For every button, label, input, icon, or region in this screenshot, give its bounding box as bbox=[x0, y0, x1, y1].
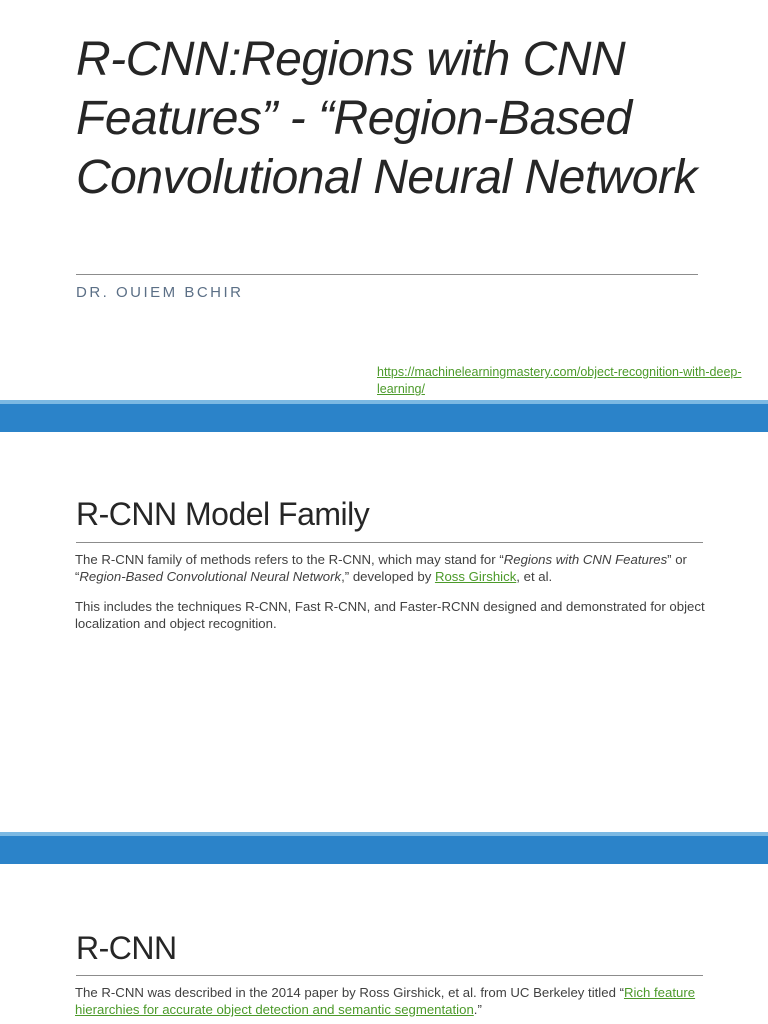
paragraph-family-intro: The R-CNN family of methods refers to the R-CNN, which may stand for “Regions with CNN Features” or “Region-Based Convolutional Neural Network,” developed by Ross Girshick, et al. bbox=[75, 552, 687, 584]
paper-title-link[interactable]: Rich feature hierarchies for accurate object detection and semantic segmentation bbox=[75, 985, 696, 1017]
model-family-slide bbox=[0, 432, 768, 832]
presentation-title: R-CNN:Regions with CNN Features” - “Region-Based Convolutional Neural Network bbox=[76, 33, 697, 204]
paragraph-techniques: This includes the techniques R-CNN, Fast R-CNN, and Faster-RCNN designed and demonstrated for object localization and object recognition. bbox=[75, 599, 705, 631]
slide-title: R-CNN bbox=[76, 930, 177, 966]
rcnn-slide bbox=[0, 864, 768, 1024]
title-divider bbox=[76, 274, 698, 275]
paragraph-rcnn-paper: The R-CNN was described in the 2014 paper by Ross Girshick, et al. from UC Berkeley titled “Rich feature hierarchies for accurate object detection and semantic segmentation.” bbox=[75, 985, 696, 1017]
slide-separator bbox=[0, 400, 768, 432]
title-divider bbox=[76, 542, 703, 543]
ross-girshick-link[interactable]: Ross Girshick bbox=[434, 569, 517, 584]
source-link[interactable]: https://machinelearningmastery.com/object-recognition-with-deep-learning/ bbox=[377, 365, 742, 396]
title-slide bbox=[0, 0, 768, 400]
slide-separator bbox=[0, 832, 768, 864]
author-name: DR. OUIEM BCHIR bbox=[76, 284, 244, 301]
title-divider bbox=[76, 975, 703, 976]
slide-title: R-CNN Model Family bbox=[76, 496, 370, 532]
